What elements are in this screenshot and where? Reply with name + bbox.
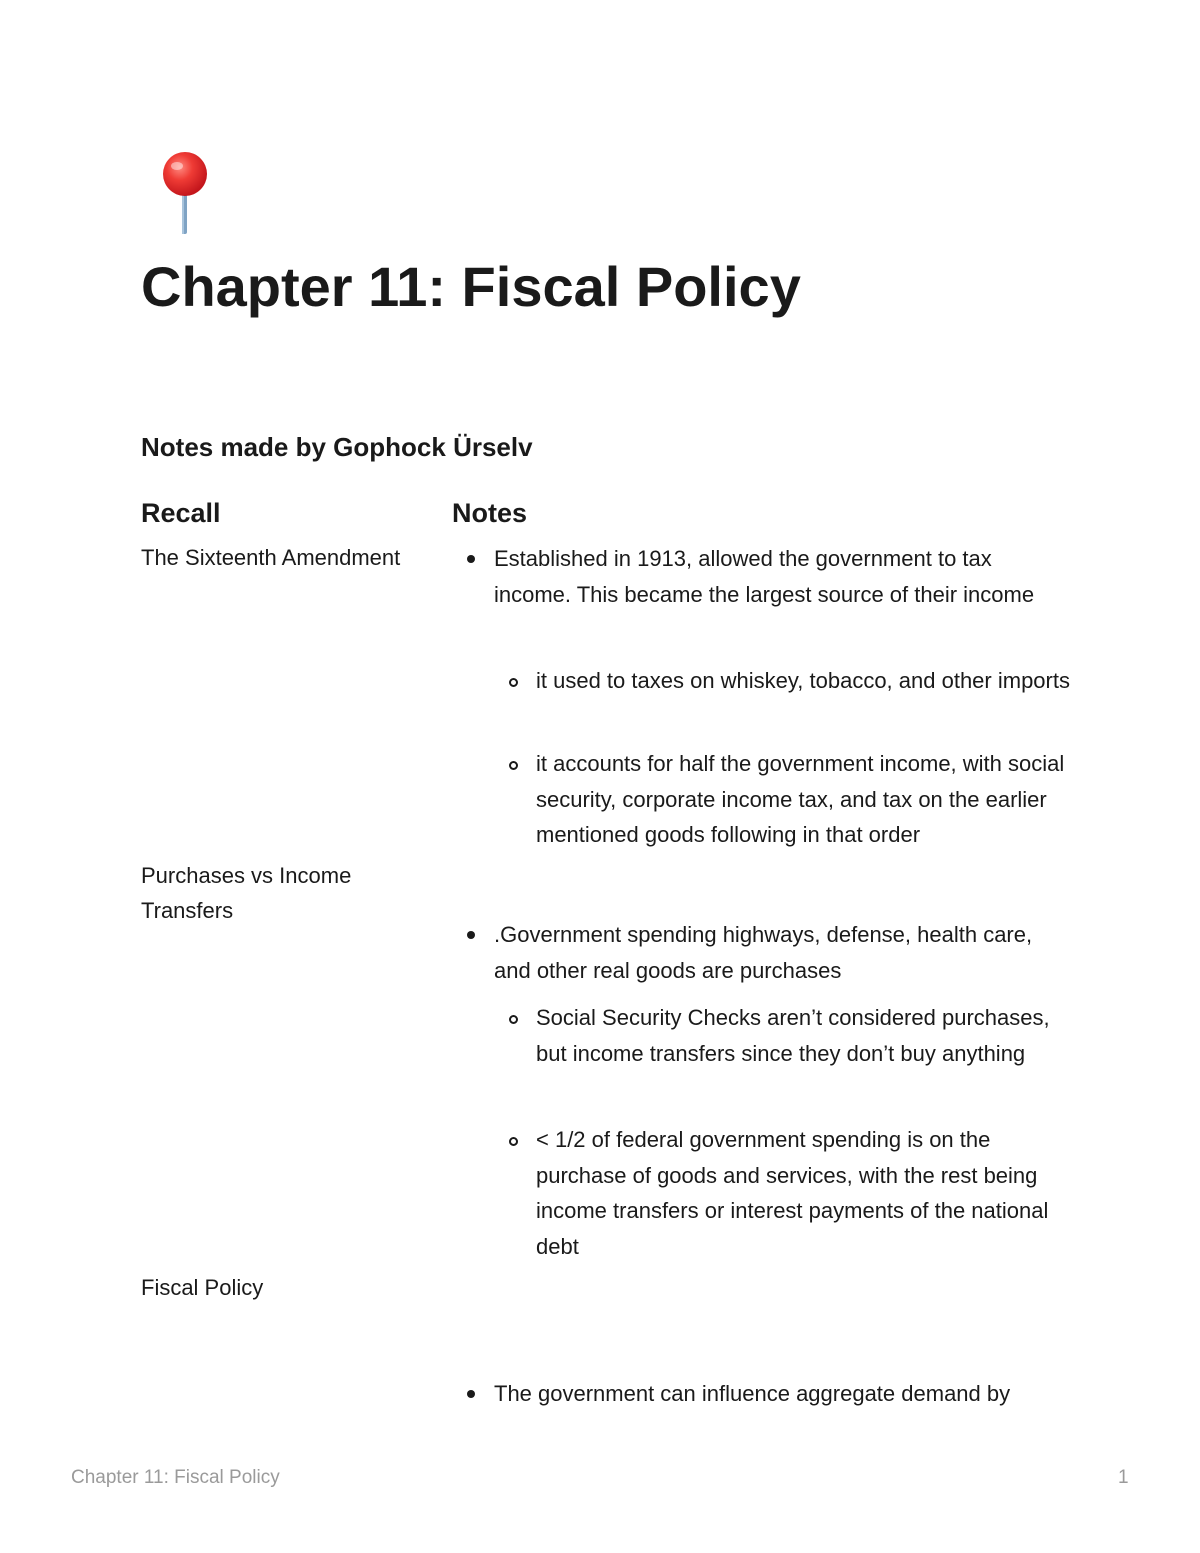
recall-item: The Sixteenth Amendment <box>141 545 401 570</box>
bullet-dot-icon <box>467 555 475 563</box>
page-number: 1 <box>1118 1467 1129 1488</box>
note-text: The government can influence aggregate demand by <box>494 1381 1011 1406</box>
note-sub-bullet <box>536 746 1076 853</box>
note-text: < 1/2 of federal government spending is on the purchase of goods and services, with the rest being income transfers or interest payments of the national debt <box>536 1127 1049 1259</box>
note-bullet <box>494 1376 1054 1412</box>
recall-item: Purchases vs Income Transfers <box>141 863 352 923</box>
note-text: it accounts for half the government income, with social security, corporate income tax, and tax on the earlier mentioned goods following in that order <box>536 751 1065 847</box>
note-sub-bullet <box>536 663 1076 699</box>
note-text: .Government spending highways, defense, health care, and other real goods are purchases <box>494 922 1033 983</box>
note-bullet <box>494 917 1054 988</box>
footer-title: Chapter 11: Fiscal Policy <box>71 1467 280 1488</box>
note-text: it used to taxes on whiskey, tobacco, and other imports <box>536 668 1070 693</box>
note-text: Established in 1913, allowed the government to tax income. This became the largest source of their income <box>494 546 1035 607</box>
note-bullet <box>494 541 1054 612</box>
recall-column-heading: Recall <box>141 498 221 528</box>
bullet-circle-icon <box>509 1137 518 1146</box>
round-pushpin-icon <box>150 150 220 240</box>
bullet-dot-icon <box>467 1390 475 1398</box>
note-sub-bullet <box>536 1000 1076 1071</box>
author-line: Notes made by Gophock Ürselv <box>141 432 533 462</box>
bullet-dot-icon <box>467 931 475 939</box>
bullet-circle-icon <box>509 761 518 770</box>
note-text: Social Security Checks aren’t considered purchases, but income transfers since they don’t buy anything <box>536 1005 1050 1066</box>
bullet-circle-icon <box>509 1015 518 1024</box>
bullet-circle-icon <box>509 678 518 687</box>
recall-item: Fiscal Policy <box>141 1275 264 1300</box>
note-sub-bullet <box>536 1122 1076 1264</box>
page-title: Chapter 11: Fiscal Policy <box>141 255 801 318</box>
notes-column-heading: Notes <box>452 498 528 528</box>
